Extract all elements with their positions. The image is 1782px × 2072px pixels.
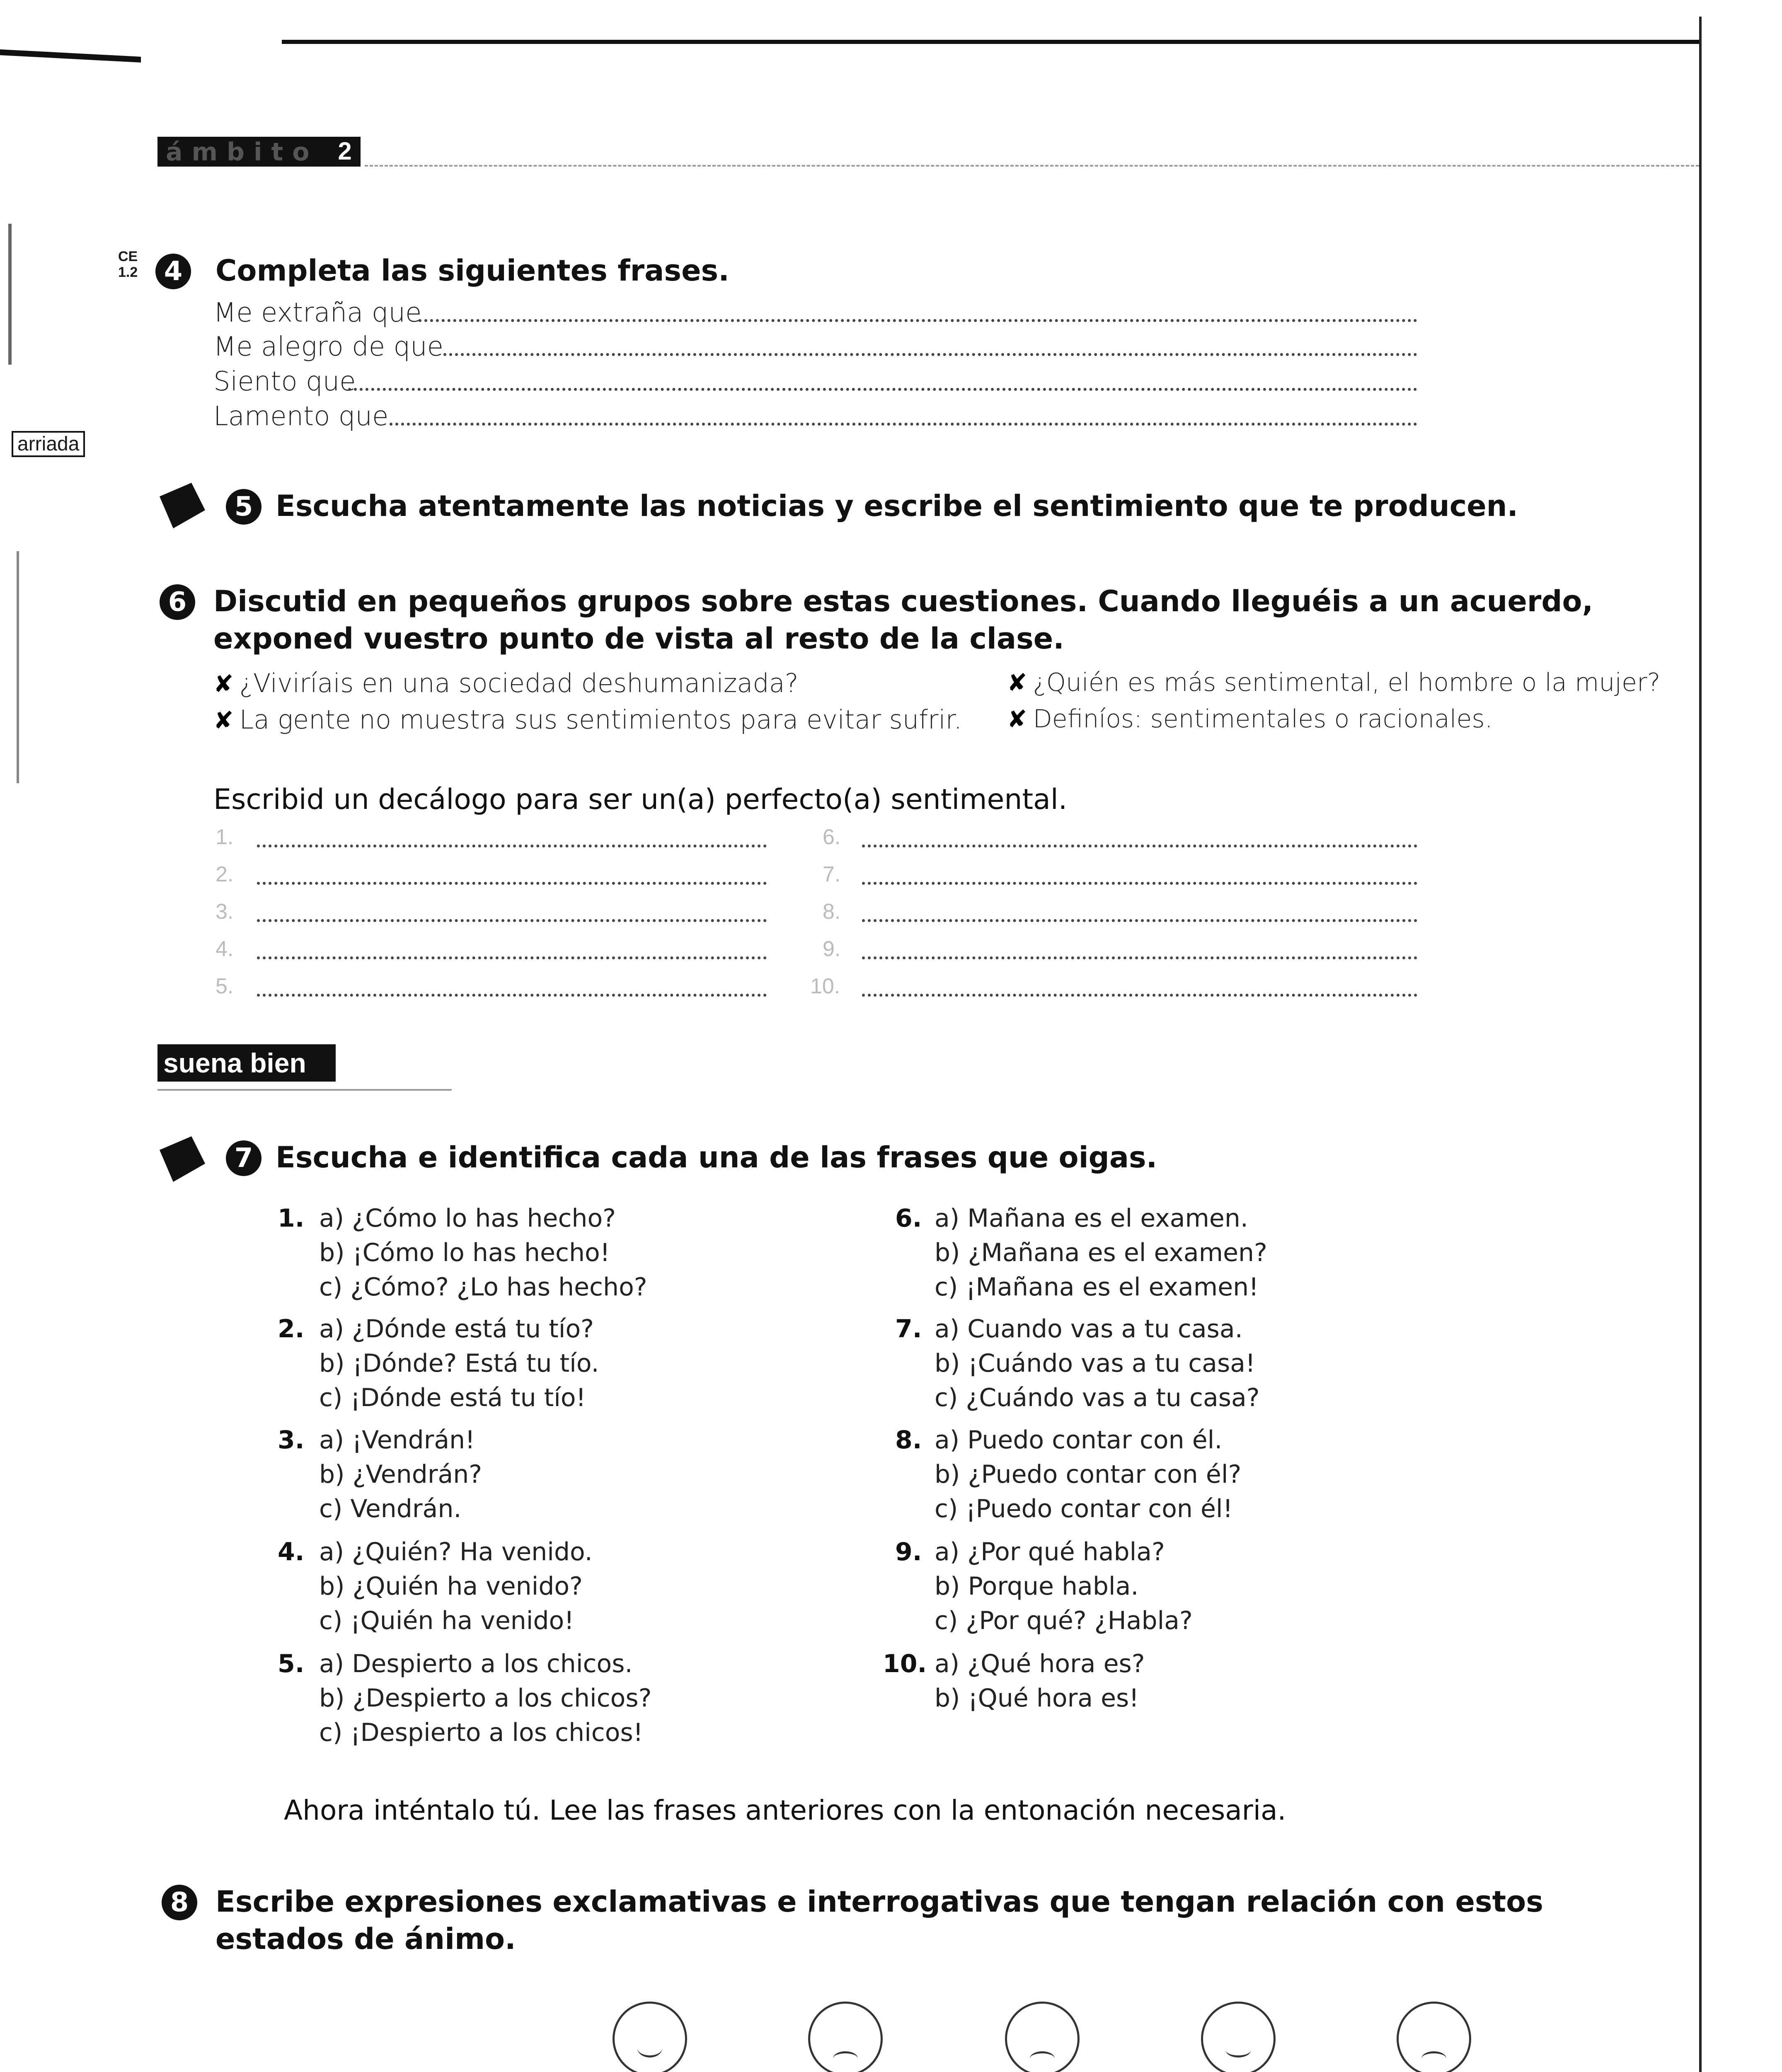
- ex7-group-1-number: 1.: [278, 1204, 305, 1233]
- ambito-number: 2: [338, 137, 352, 165]
- top-rule: [282, 40, 1699, 44]
- sad-face-mouth: [833, 2051, 858, 2066]
- ex5-number: 5: [226, 489, 261, 525]
- happy-face-mouth: [637, 2039, 662, 2057]
- ex4-line-4-blank[interactable]: [390, 423, 1417, 426]
- decalogo-num-5: 5.: [215, 974, 234, 998]
- top-left-swoosh: [0, 49, 141, 63]
- decalogo-num-6: 6.: [823, 825, 841, 849]
- decalogo-blank-6[interactable]: [862, 845, 1417, 847]
- aggressive-face-icon: [1397, 2002, 1471, 2072]
- ex7-8-c[interactable]: c) ¡Puedo contar con él!: [935, 1494, 1233, 1523]
- decalogo-prompt: Escribid un decálogo para ser un(a) perfecto(a) sentimental.: [213, 783, 1068, 816]
- ex5-title: Escucha atentamente las noticias y escribe el sentimiento que te producen.: [276, 489, 1518, 523]
- ex7-7-c[interactable]: c) ¿Cuándo vas a tu casa?: [935, 1383, 1260, 1412]
- ex6-title-line-1: Discutid en pequeños grupos sobre estas cuestiones. Cuando lleguéis a un acuerdo,: [213, 584, 1593, 618]
- ex4-line-3-blank[interactable]: [348, 388, 1417, 391]
- decalogo-blank-9[interactable]: [862, 956, 1417, 959]
- decalogo-num-8: 8.: [823, 900, 841, 924]
- ex7-1-c[interactable]: c) ¿Cómo? ¿Lo has hecho?: [319, 1273, 647, 1302]
- decalogo-blank-10[interactable]: [862, 994, 1417, 997]
- ex7-4-c[interactable]: c) ¡Quién ha venido!: [319, 1606, 574, 1635]
- ex7-4-a[interactable]: a) ¿Quién? Ha venido.: [319, 1537, 593, 1566]
- ex7-title: Escucha e identifica cada una de las frases que oigas.: [276, 1140, 1157, 1174]
- ex4-line-3-label: Siento que: [213, 366, 356, 397]
- ex4-line-1-blank[interactable]: [419, 319, 1417, 322]
- decalogo-blank-1[interactable]: [257, 845, 767, 847]
- ex7-group-3-number: 3.: [278, 1426, 305, 1455]
- ex7-10-a[interactable]: a) ¿Qué hora es?: [935, 1649, 1145, 1678]
- x-mark-icon: ✘: [1007, 705, 1027, 733]
- ex7-2-a[interactable]: a) ¿Dónde está tu tío?: [319, 1314, 594, 1343]
- decalogo-num-3: 3.: [215, 900, 234, 924]
- ex7-group-8-number: 8.: [895, 1426, 922, 1455]
- ex7-5-a[interactable]: a) Despierto a los chicos.: [319, 1649, 633, 1678]
- ex7-8-a[interactable]: a) Puedo contar con él.: [935, 1426, 1223, 1455]
- ex4-title: Completa las siguientes frases.: [215, 254, 729, 288]
- ex6-item-1: ✘ ¿Viviríais en una sociedad deshumanizada?: [213, 668, 799, 698]
- ex7-group-7-number: 7.: [895, 1314, 922, 1343]
- ex7-3-b[interactable]: b) ¿Vendrán?: [319, 1460, 482, 1489]
- ex7-1-a[interactable]: a) ¿Cómo lo has hecho?: [319, 1204, 616, 1233]
- ex7-followup: Ahora inténtalo tú. Lee las frases anteriores con la entonación necesaria.: [284, 1794, 1286, 1826]
- decalogo-num-4: 4.: [215, 937, 234, 961]
- margin-illustration-2: [17, 551, 52, 783]
- ex4-line-4-label: Lamento que: [213, 401, 389, 432]
- ex7-group-9-number: 9.: [895, 1537, 922, 1566]
- ex7-group-10-number: 10.: [883, 1649, 927, 1678]
- ex7-2-c[interactable]: c) ¡Dónde está tu tío!: [319, 1383, 586, 1412]
- ex6-item-3: ✘ ¿Quién es más sentimental, el hombre o la mujer?: [1007, 668, 1661, 697]
- ex7-number: 7: [226, 1140, 261, 1176]
- ex7-7-b[interactable]: b) ¡Cuándo vas a tu casa!: [935, 1349, 1256, 1378]
- decalogo-num-1: 1.: [215, 825, 234, 849]
- ambito-label: ámbito: [166, 138, 319, 167]
- decalogo-blank-4[interactable]: [257, 956, 767, 959]
- ex6-title-line-2: exponed vuestro punto de vista al resto de la clase.: [213, 622, 1064, 656]
- ex8-title-line-2: estados de ánimo.: [215, 1922, 516, 1956]
- ex7-2-b[interactable]: b) ¡Dónde? Está tu tío.: [319, 1349, 599, 1378]
- ex7-7-a[interactable]: a) Cuando vas a tu casa.: [935, 1314, 1243, 1343]
- ex7-9-c[interactable]: c) ¿Por qué? ¿Habla?: [935, 1606, 1193, 1635]
- decalogo-blank-8[interactable]: [862, 919, 1417, 922]
- ex7-5-b[interactable]: b) ¿Despierto a los chicos?: [319, 1684, 652, 1713]
- ex7-10-b[interactable]: b) ¡Qué hora es!: [935, 1684, 1139, 1713]
- ex4-line-1-label: Me extraña que: [213, 298, 422, 328]
- ex7-5-c[interactable]: c) ¡Despierto a los chicos!: [319, 1718, 643, 1747]
- ex7-4-b[interactable]: b) ¿Quién ha venido?: [319, 1572, 583, 1601]
- decalogo-num-7: 7.: [823, 862, 841, 886]
- ex7-6-a[interactable]: a) Mañana es el examen.: [935, 1204, 1248, 1233]
- suena-bien-banner: suena bien: [157, 1044, 336, 1082]
- margin-illustration: [8, 224, 57, 365]
- ex6-item-2: ✘ La gente no muestra sus sentimientos para evitar sufrir.: [213, 704, 962, 735]
- ex7-3-c[interactable]: c) Vendrán.: [319, 1494, 462, 1523]
- ex7-group-2-number: 2.: [278, 1314, 305, 1343]
- suena-bien-rule: [157, 1089, 452, 1091]
- ex8-title-line-1: Escribe expresiones exclamativas e interrogativas que tengan relación con estos: [215, 1885, 1543, 1919]
- ex7-9-a[interactable]: a) ¿Por qué habla?: [935, 1537, 1165, 1566]
- ambito-header: [157, 137, 361, 167]
- ex4-number: 4: [155, 254, 191, 289]
- ironic-face-mouth: [1226, 2043, 1251, 2057]
- decalogo-num-2: 2.: [215, 862, 234, 886]
- x-mark-icon: ✘: [1007, 668, 1027, 697]
- happy-face-icon: [613, 2002, 687, 2072]
- decalogo-num-10: 10.: [810, 974, 840, 998]
- ex7-9-b[interactable]: b) Porque habla.: [935, 1572, 1139, 1601]
- ex4-line-2-blank[interactable]: [443, 353, 1417, 356]
- ex7-8-b[interactable]: b) ¿Puedo contar con él?: [935, 1460, 1242, 1489]
- ex4-line-2-label: Me alegro de que: [213, 332, 444, 362]
- decalogo-blank-2[interactable]: [257, 882, 767, 885]
- x-mark-icon: ✘: [213, 706, 234, 734]
- decalogo-blank-3[interactable]: [257, 919, 767, 922]
- ex6-item-4: ✘ Definíos: sentimentales o racionales.: [1007, 704, 1493, 733]
- decalogo-blank-5[interactable]: [257, 994, 767, 997]
- ex7-group-5-number: 5.: [278, 1649, 305, 1678]
- ex7-1-b[interactable]: b) ¡Cómo lo has hecho!: [319, 1238, 610, 1267]
- headphones-icon: [160, 1136, 205, 1182]
- right-border: [1699, 17, 1702, 2072]
- ex8-number: 8: [162, 1885, 197, 1920]
- ex7-group-6-number: 6.: [895, 1204, 922, 1233]
- ce-tag: CE 1.2: [118, 249, 138, 280]
- ex7-6-c[interactable]: c) ¡Mañana es el examen!: [935, 1273, 1259, 1302]
- sad-face-icon: [808, 2002, 883, 2072]
- x-mark-icon: ✘: [213, 670, 234, 698]
- ex7-6-b[interactable]: b) ¿Mañana es el examen?: [935, 1238, 1267, 1267]
- angry-face-mouth: [1030, 2051, 1055, 2066]
- header-dashed-rule: [365, 165, 1699, 167]
- decalogo-num-9: 9.: [823, 937, 841, 961]
- ex7-group-4-number: 4.: [278, 1537, 305, 1566]
- headphones-icon: [160, 483, 205, 528]
- decalogo-blank-7[interactable]: [862, 882, 1417, 885]
- ex7-3-a[interactable]: a) ¡Vendrán!: [319, 1426, 475, 1455]
- aggressive-face-mouth: [1421, 2051, 1446, 2066]
- ironic-face-icon: [1201, 2002, 1276, 2072]
- ex6-number: 6: [160, 584, 195, 620]
- margin-tag: arriada: [12, 431, 85, 457]
- angry-face-icon: [1005, 2002, 1080, 2072]
